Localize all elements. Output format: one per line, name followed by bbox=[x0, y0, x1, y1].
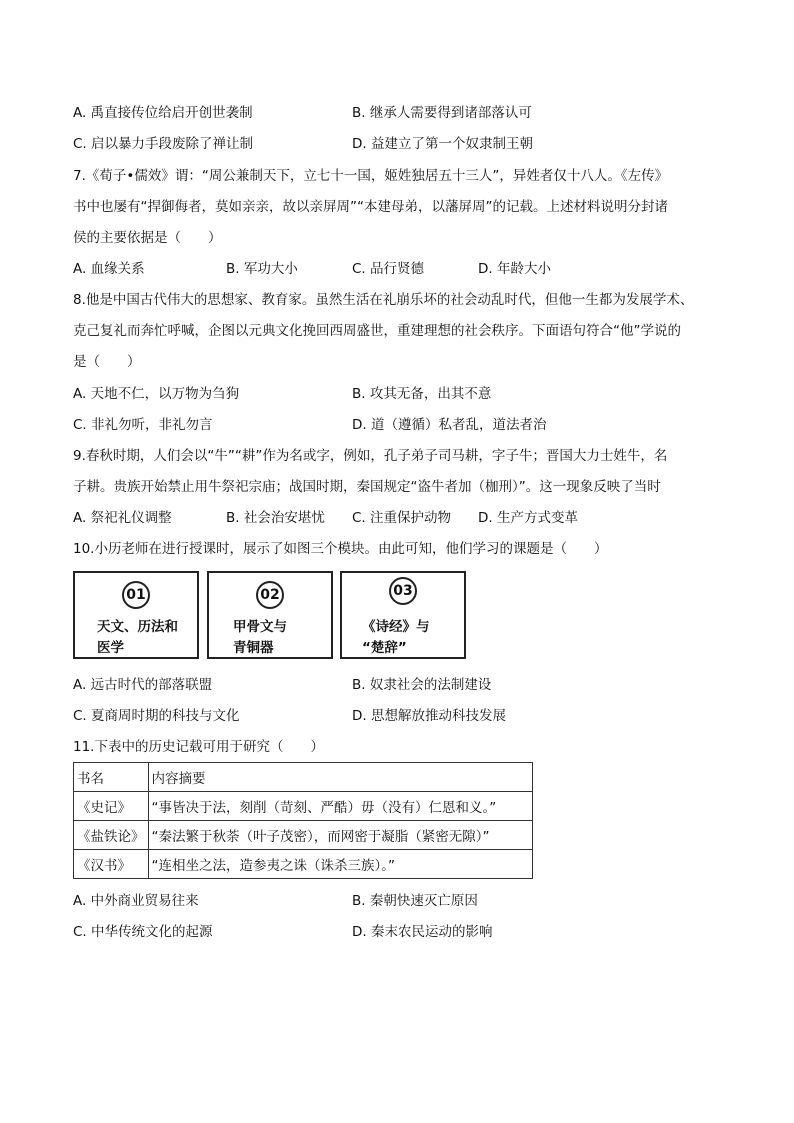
table-header-row bbox=[74, 763, 533, 792]
q8-option-a: A. 天地不仁，以万物为刍狗 bbox=[73, 386, 240, 402]
q11-option-b: B. 秦朝快速灭亡原因 bbox=[352, 893, 478, 909]
q7-stem-line2: 书中也屡有“捍御侮者，莫如亲亲，故以亲屏周”“本建母弟，以藩屏周”的记载。上述材料说明分封诸 bbox=[73, 199, 668, 215]
q9-stem-line2: 子耕。贵族开始禁止用牛祭祀宗庙；战国时期，秦国规定“盗牛者加（枷刑）”。这一现象反映了当时 bbox=[73, 479, 661, 495]
q10-option-a: A. 远古时代的部落联盟 bbox=[73, 677, 213, 693]
q8-option-c: C. 非礼勿听，非礼勿言 bbox=[73, 417, 213, 433]
q10-option-d: D. 思想解放推动科技发展 bbox=[352, 708, 506, 724]
table-cell-book: 《史记》 bbox=[74, 792, 149, 821]
q8-stem-line1: 8.他是中国古代伟大的思想家、教育家。虽然生活在礼崩乐坏的社会动乱时代，但他一生都为发展学术、 bbox=[73, 292, 694, 308]
q8-stem-line3: 是（ ） bbox=[73, 354, 141, 370]
q7-stem-line3: 侯的主要依据是（ ） bbox=[73, 230, 222, 246]
q10-option-b: B. 奴隶社会的法制建设 bbox=[352, 677, 492, 693]
table-cell-summary: “事皆决于法，刻削（苛刻、严酷）毋（没有）仁恩和义。” bbox=[148, 792, 532, 821]
q6-option-d: D. 益建立了第一个奴隶制王朝 bbox=[352, 136, 533, 152]
module-label-1: 天文、历法和 医学 bbox=[97, 619, 178, 656]
table-cell-summary: “秦法繁于秋荼（叶子茂密），而网密于凝脂（紧密无隙）” bbox=[148, 821, 532, 850]
q6-option-b: B. 继承人需要得到诸部落认可 bbox=[352, 105, 532, 121]
table-row bbox=[74, 821, 533, 850]
q7-stem-line1: 7.《荀子•儒效》谓：“周公兼制天下，立七十一国，姬姓独居五十三人”，异姓者仅十八人。《左传》 bbox=[73, 168, 669, 184]
q7-option-d: D. 年龄大小 bbox=[478, 261, 551, 277]
table-cell-summary: “连相坐之法，造参夷之诛（诛杀三族）。” bbox=[148, 850, 532, 879]
module-number-2: 02 bbox=[256, 581, 284, 609]
module-box-3 bbox=[340, 571, 466, 659]
q9-option-c: C. 注重保护动物 bbox=[352, 510, 452, 526]
table-row bbox=[74, 792, 533, 821]
q8-option-d: D. 道（遵循）私者乱，道法者治 bbox=[352, 417, 547, 433]
module-label-2: 甲骨文与 青铜器 bbox=[233, 619, 287, 656]
q11-option-a: A. 中外商业贸易往来 bbox=[73, 893, 199, 909]
table-cell-book: 《汉书》 bbox=[74, 850, 149, 879]
q6-option-a: A. 禹直接传位给启开创世袭制 bbox=[73, 105, 253, 121]
q11-stem: 11.下表中的历史记载可用于研究（ ） bbox=[73, 739, 324, 755]
module-box-1 bbox=[73, 571, 199, 659]
q7-option-c: C. 品行贤德 bbox=[352, 261, 425, 277]
module-number-3: 03 bbox=[389, 577, 417, 605]
module-box-2 bbox=[207, 571, 333, 659]
q9-option-b: B. 社会治安堪忧 bbox=[226, 510, 325, 526]
q11-option-d: D. 秦末农民运动的影响 bbox=[352, 924, 493, 940]
q9-option-a: A. 祭祀礼仪调整 bbox=[73, 510, 172, 526]
q10-stem: 10.小历老师在进行授课时，展示了如图三个模块。由此可知，他们学习的课题是（ ） bbox=[73, 541, 608, 557]
q8-option-b: B. 攻其无备，出其不意 bbox=[352, 386, 492, 402]
table-header-book: 书名 bbox=[74, 763, 149, 792]
table-cell-book: 《盐铁论》 bbox=[74, 821, 149, 850]
history-records-table bbox=[73, 762, 533, 879]
q9-stem-line1: 9.春秋时期，人们会以“牛”“耕”作为名或字，例如，孔子弟子司马耕，字子牛；晋国大力士姓牛，名 bbox=[73, 448, 668, 464]
table-header-summary: 内容摘要 bbox=[148, 763, 532, 792]
q7-option-a: A. 血缘关系 bbox=[73, 261, 145, 277]
q10-option-c: C. 夏商周时期的科技与文化 bbox=[73, 708, 240, 724]
q6-option-c: C. 启以暴力手段废除了禅让制 bbox=[73, 136, 254, 152]
module-label-3: 《诗经》与 “楚辞” bbox=[362, 619, 430, 656]
q11-option-c: C. 中华传统文化的起源 bbox=[73, 924, 213, 940]
q9-option-d: D. 生产方式变革 bbox=[478, 510, 578, 526]
q7-option-b: B. 军功大小 bbox=[226, 261, 298, 277]
q8-stem-line2: 克己复礼而奔忙呼喊，企图以元典文化挽回西周盛世，重建理想的社会秩序。下面语句符合“他”学说的 bbox=[73, 323, 681, 339]
table-row bbox=[74, 850, 533, 879]
module-number-1: 01 bbox=[122, 581, 150, 609]
